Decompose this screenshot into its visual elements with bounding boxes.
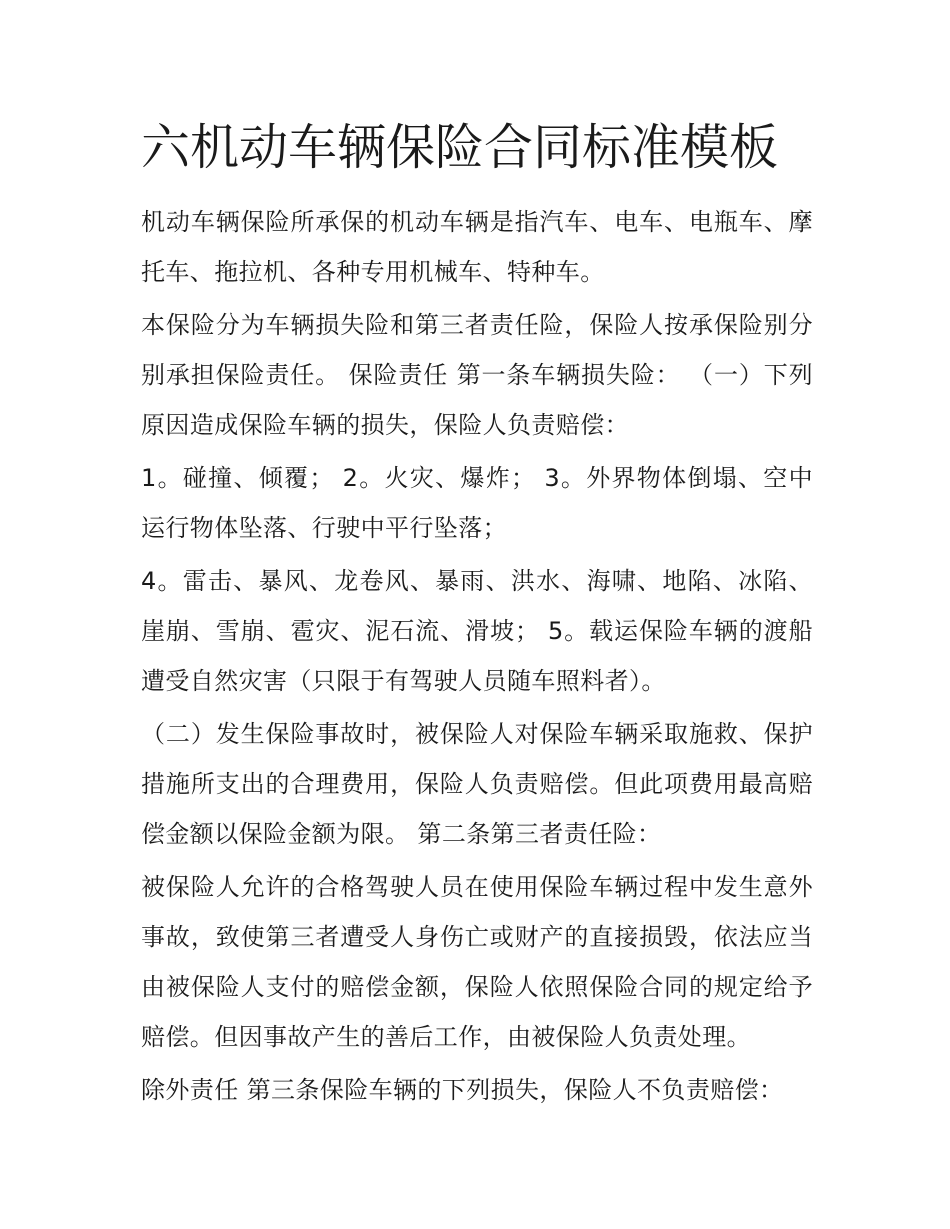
paragraph-rescue-costs: （二）发生保险事故时，被保险人对保险车辆采取施救、保护措施所支出的合理费用，保险人负责赔偿。但此项费用最高赔偿金额以保险金额为限。 第二条第三者责任险： [141, 720, 813, 848]
paragraph-coverage-types: 本保险分为车辆损失险和第三者责任险，保险人按承保险别分别承担保险责任。 保险责任 第一条车辆损失险： （一）下列原因造成保险车辆的损失，保险人负责赔偿： [141, 311, 813, 439]
paragraph-causes-4-5: 4。雷击、暴风、龙卷风、暴雨、洪水、海啸、地陷、冰陷、崖崩、雪崩、雹灾、泥石流、滑坡； 5。载运保险车辆的渡船遭受自然灾害（只限于有驾驶人员随车照料者）。 [141, 567, 813, 695]
document-page [141, 112, 813, 1118]
paragraph-insured-vehicles: 机动车辆保险所承保的机动车辆是指汽车、电车、电瓶车、摩托车、拖拉机、各种专用机械车、特种车。 [141, 208, 813, 286]
paragraph-third-party-liability: 被保险人允许的合格驾驶人员在使用保险车辆过程中发生意外事故，致使第三者遭受人身伤亡或财产的直接损毁，依法应当由被保险人支付的赔偿金额，保险人依照保险合同的规定给予赔偿。但因事故产生的善后工作，由被保险人负责处理。 [141, 873, 813, 1051]
document-title: 六机动车辆保险合同标准模板 [141, 119, 779, 176]
paragraph-exclusions: 除外责任 第三条保险车辆的下列损失，保险人不负责赔偿： [141, 1076, 784, 1104]
paragraph-causes-1-3: 1。碰撞、倾覆； 2。火灾、爆炸； 3。外界物体倒塌、空中运行物体坠落、行驶中平行坠落； [141, 464, 813, 542]
